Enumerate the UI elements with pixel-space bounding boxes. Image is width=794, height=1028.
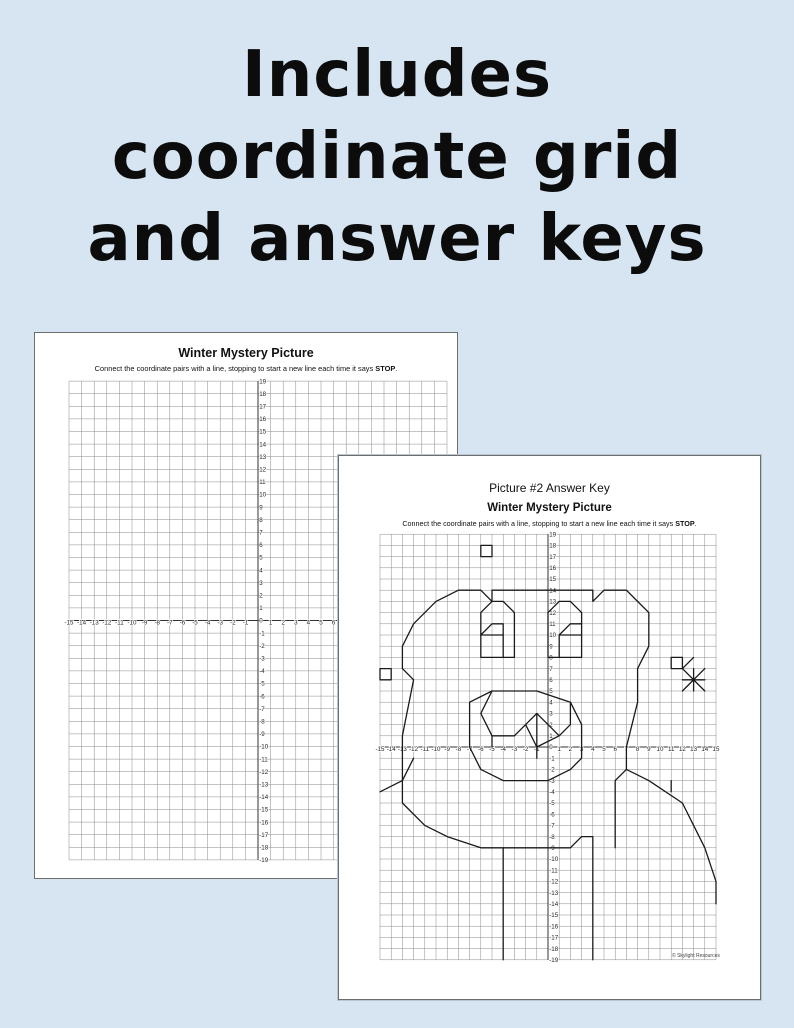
x-tick-label: 6	[331, 619, 336, 627]
y-tick-label: -13	[549, 889, 559, 897]
x-tick-label: 9	[647, 746, 651, 754]
x-tick-label: 3	[579, 746, 584, 754]
y-tick-label: 15	[259, 428, 267, 436]
y-tick-label: -8	[549, 833, 555, 841]
y-tick-label: -4	[259, 668, 265, 676]
y-tick-label: -2	[259, 642, 265, 650]
y-tick-label: -5	[259, 680, 265, 688]
y-tick-label: -17	[259, 831, 269, 839]
answer-key-stop-word: STOP	[675, 519, 695, 528]
y-tick-label: 1	[259, 605, 263, 613]
y-tick-label: 8	[549, 654, 553, 662]
y-tick-label: -5	[549, 800, 555, 808]
y-tick-label: 1	[549, 733, 553, 740]
x-tick-label: -4	[204, 619, 211, 627]
y-tick-label: -12	[259, 768, 269, 776]
y-tick-label: 11	[259, 479, 266, 487]
x-tick-label: -2	[230, 619, 236, 627]
x-tick-label: -3	[511, 746, 518, 754]
x-tick-label: -7	[167, 619, 173, 627]
y-tick-label: -4	[549, 789, 555, 796]
y-tick-label: -12	[549, 878, 559, 886]
answer-key-instructions	[339, 519, 760, 528]
y-tick-label: 18	[549, 542, 557, 550]
x-tick-label: -11	[420, 746, 430, 754]
headline-line-1: Includes	[241, 38, 553, 112]
y-tick-label: 10	[549, 632, 557, 640]
x-tick-label: 1	[268, 619, 273, 627]
x-tick-label: 11	[667, 746, 675, 754]
y-tick-label: 19	[259, 378, 267, 386]
x-tick-label: -6	[179, 619, 186, 627]
x-tick-label: -15	[64, 619, 74, 627]
headline	[0, 34, 794, 280]
y-tick-label: -6	[259, 693, 265, 701]
x-tick-label: -4	[500, 746, 506, 754]
y-tick-label: -11	[549, 867, 558, 875]
answer-key-title: Winter Mystery Picture	[487, 502, 612, 514]
y-tick-label: -1	[259, 630, 265, 638]
y-tick-label: -3	[259, 655, 265, 663]
y-tick-label: -3	[549, 777, 555, 785]
y-tick-label: -10	[549, 856, 559, 864]
picture-line	[380, 669, 391, 680]
y-tick-label: -2	[549, 766, 555, 774]
worksheet-instructions	[35, 364, 457, 373]
y-tick-label: 2	[259, 592, 263, 600]
x-tick-label: 5	[319, 619, 323, 627]
copyright-credit: © Skylight Resources	[672, 953, 720, 959]
y-tick-label: -6	[549, 811, 555, 819]
x-tick-label: 8	[635, 746, 640, 754]
y-tick-label: 17	[259, 403, 267, 411]
y-tick-label: 16	[259, 416, 267, 424]
y-tick-label: 0	[549, 744, 553, 752]
answer-key-instructions-end: .	[694, 519, 697, 528]
y-tick-label: 3	[549, 710, 553, 718]
x-tick-label: 12	[678, 746, 686, 754]
y-tick-label: -14	[549, 901, 559, 908]
y-tick-label: 14	[549, 587, 557, 595]
answer-key-sheet	[338, 455, 761, 1000]
x-tick-label: 14	[701, 746, 709, 754]
y-tick-label: 14	[259, 441, 267, 449]
y-tick-label: -10	[259, 743, 269, 751]
x-tick-label: -13	[397, 746, 407, 754]
picture-line	[671, 657, 682, 668]
y-tick-label: 12	[549, 609, 557, 617]
worksheet-instructions-end: .	[395, 364, 398, 373]
y-tick-label: -13	[259, 781, 269, 789]
y-tick-label: 13	[259, 453, 267, 461]
y-tick-label: 12	[259, 466, 267, 474]
y-tick-label: 13	[549, 598, 557, 606]
picture-line	[380, 758, 414, 792]
picture-line	[481, 545, 492, 556]
y-tick-label: -16	[549, 923, 559, 931]
x-tick-label: -9	[444, 746, 450, 754]
y-tick-label: -15	[259, 806, 269, 814]
y-tick-label: -11	[259, 756, 268, 764]
y-tick-label: 8	[259, 516, 263, 524]
x-tick-label: -15	[375, 746, 385, 754]
x-tick-label: 2	[281, 619, 285, 627]
x-tick-label: 1	[557, 746, 561, 754]
x-tick-label: -3	[217, 619, 223, 627]
y-tick-label: 4	[259, 567, 263, 575]
y-tick-label: 6	[259, 542, 263, 550]
y-tick-label: 11	[549, 621, 556, 628]
y-tick-label: 9	[549, 643, 553, 651]
x-tick-label: -5	[489, 746, 495, 754]
x-tick-label: 4	[591, 746, 595, 754]
y-tick-label: 7	[259, 529, 263, 537]
x-tick-label: 6	[613, 746, 617, 754]
x-tick-label: -13	[89, 619, 99, 627]
worksheet-title: Winter Mystery Picture	[178, 346, 314, 360]
answer-key-instructions-text: Connect the coordinate pairs with a line, stopping to start a new line each time it says	[402, 519, 676, 528]
x-tick-label: 4	[306, 619, 311, 627]
x-tick-label: -2	[522, 746, 529, 754]
y-tick-label: -15	[549, 912, 559, 920]
x-tick-label: -1	[534, 746, 540, 754]
y-tick-label: 0	[259, 617, 263, 625]
y-tick-label: 15	[549, 576, 557, 584]
y-tick-label: -18	[259, 844, 269, 852]
y-tick-label: 19	[549, 531, 557, 539]
y-tick-label: -19	[549, 957, 559, 964]
y-tick-label: -7	[259, 705, 265, 713]
x-tick-label: -8	[154, 619, 160, 627]
x-tick-label: -12	[102, 619, 112, 627]
y-tick-label: -16	[259, 819, 269, 827]
x-tick-label: -1	[242, 619, 249, 627]
y-tick-label: 6	[549, 677, 553, 684]
x-tick-label: -14	[386, 746, 396, 754]
y-tick-label: 3	[259, 579, 263, 587]
picture-line	[682, 657, 693, 668]
x-tick-label: -6	[478, 746, 484, 754]
y-tick-label: 18	[259, 390, 267, 398]
y-tick-label: -9	[259, 731, 265, 739]
worksheet-stop-word: STOP	[375, 364, 396, 373]
x-tick-label: 10	[656, 746, 664, 754]
headline-line-2: coordinate grid	[111, 120, 683, 194]
y-tick-label: 4	[549, 699, 553, 707]
y-tick-label: -8	[259, 718, 265, 726]
y-tick-label: 5	[259, 554, 263, 562]
x-tick-label: 3	[294, 619, 298, 627]
y-tick-label: -9	[549, 845, 555, 852]
x-tick-label: -11	[115, 619, 124, 627]
snowflake-icon	[682, 669, 704, 691]
y-tick-label: 7	[549, 665, 553, 673]
y-tick-label: -1	[549, 755, 555, 763]
headline-line-3: and answer keys	[87, 202, 707, 276]
y-tick-label: -7	[549, 822, 555, 830]
y-tick-label: 16	[549, 565, 557, 572]
y-tick-label: 17	[549, 553, 557, 561]
x-tick-label: -14	[77, 619, 87, 627]
x-tick-label: 13	[690, 746, 698, 754]
worksheet-instructions-text: Connect the coordinate pairs with a line, stopping to start a new line each time it says	[94, 364, 376, 373]
x-tick-label: -10	[127, 619, 137, 627]
y-tick-label: -18	[549, 945, 559, 953]
x-tick-label: 2	[568, 746, 573, 754]
y-tick-label: 9	[259, 504, 263, 512]
y-tick-label: 5	[549, 688, 553, 696]
y-tick-label: 10	[259, 491, 267, 499]
y-tick-label: -17	[549, 934, 559, 942]
y-tick-label: 2	[549, 721, 553, 729]
y-tick-label: -19	[259, 857, 269, 865]
x-tick-label: -12	[409, 746, 419, 754]
x-tick-label: 7	[624, 746, 629, 754]
x-tick-label: 5	[602, 746, 606, 754]
x-tick-label: -8	[455, 746, 462, 754]
x-tick-label: -9	[141, 619, 148, 627]
x-tick-label: -7	[466, 746, 473, 754]
x-tick-label: -5	[192, 619, 198, 627]
answer-key-label: Picture #2 Answer Key	[489, 481, 610, 495]
y-tick-label: -14	[259, 794, 269, 802]
x-tick-label: -10	[431, 746, 441, 754]
x-tick-label: 15	[712, 746, 720, 754]
